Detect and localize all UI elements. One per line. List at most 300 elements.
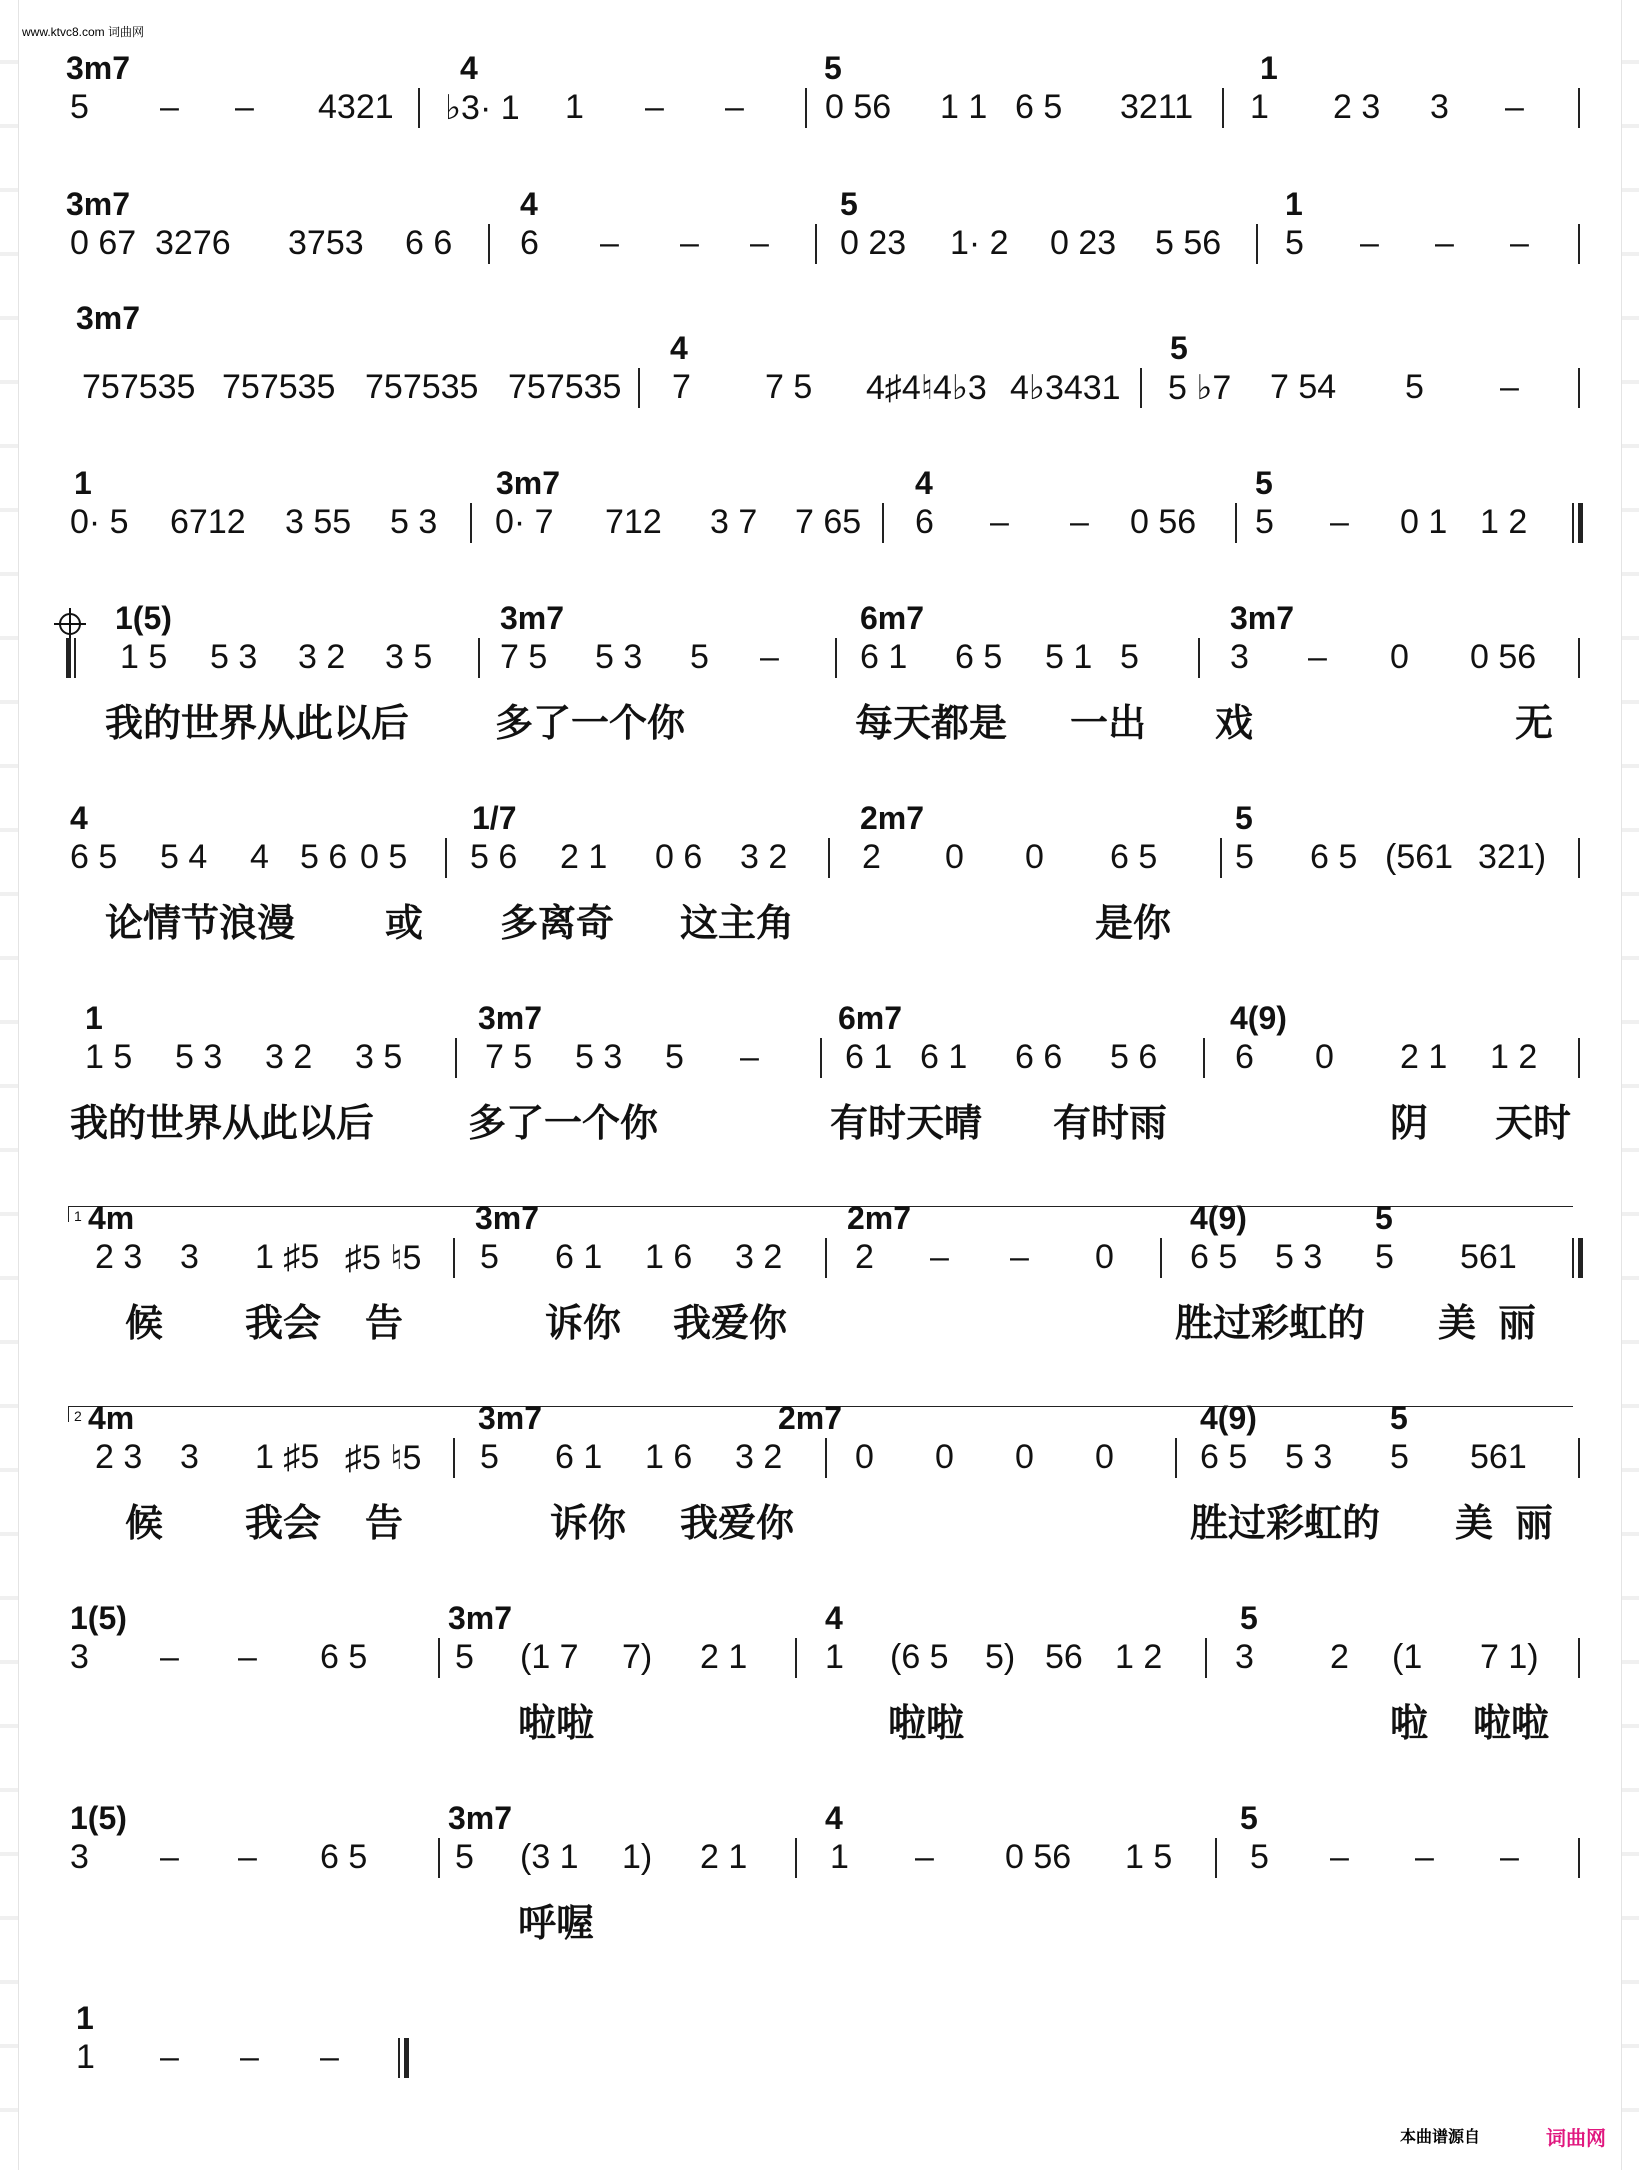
- chord-row: [60, 1000, 1580, 1038]
- note-group: 0 23: [1050, 224, 1117, 262]
- note-group: 2 3: [95, 1238, 143, 1276]
- bar-line: [478, 638, 480, 678]
- note-group: –: [1070, 503, 1089, 541]
- note-group: 1): [622, 1838, 653, 1876]
- note-group: 3 55: [285, 503, 352, 541]
- note-group: 5: [1250, 1838, 1269, 1876]
- note-group: 0 67: [70, 224, 137, 262]
- bar-line: [795, 1838, 797, 1878]
- lyric-text: 诉你: [550, 1503, 627, 1545]
- chord-label: 6m7: [860, 600, 925, 636]
- note-group: –: [760, 638, 779, 676]
- notation-row: [60, 1038, 1580, 1092]
- note-group: 1 2: [1480, 503, 1528, 541]
- note-group: (561: [1385, 838, 1454, 876]
- left-watermark-strip: [0, 0, 19, 2170]
- lyrics-row: [60, 1892, 1580, 1945]
- bar-line: [1578, 1638, 1580, 1678]
- note-group: –: [680, 224, 699, 262]
- note-group: ♭3· 1: [445, 89, 520, 127]
- note-group: 0 1: [1400, 503, 1448, 541]
- bar-line: [66, 638, 71, 678]
- note-group: 4321: [318, 88, 394, 126]
- note-group: 6: [915, 503, 934, 541]
- lyrics-row: [60, 1692, 1580, 1745]
- bar-line: [455, 1038, 457, 1078]
- lyrics-row: [60, 1492, 1580, 1545]
- note-group: 7 5: [765, 368, 813, 406]
- note-group: 5: [480, 1438, 499, 1476]
- note-group: 1 6: [645, 1438, 693, 1476]
- lyric-text: 啦啦: [888, 1703, 965, 1745]
- note-group: 6 1: [845, 1038, 893, 1076]
- note-group: 5: [1235, 838, 1254, 876]
- bar-line: [1175, 1438, 1177, 1478]
- footer-site-logo[interactable]: 词曲网: [1546, 2128, 1606, 2150]
- note-group: –: [1500, 1838, 1519, 1876]
- lyric-text: 候: [125, 1303, 164, 1345]
- note-group: 3 2: [735, 1238, 783, 1276]
- bar-line: [1578, 503, 1583, 543]
- note-group: 0 56: [1470, 638, 1537, 676]
- note-group: 5: [1285, 224, 1304, 262]
- lyrics-row: [60, 692, 1580, 745]
- bar-line: [1578, 88, 1580, 128]
- chord-label: 1(5): [115, 600, 172, 636]
- note-group: 5 3: [1275, 1238, 1323, 1276]
- lyric-text: 这主角: [680, 903, 795, 945]
- note-group: 1 1: [940, 88, 988, 126]
- note-group: 6 5: [320, 1838, 368, 1876]
- lyric-text: 啦: [1390, 1703, 1429, 1745]
- chord-label: 1: [76, 2000, 94, 2036]
- notation-row: [60, 1838, 1580, 1892]
- note-group: 6 5: [70, 838, 118, 876]
- lyric-text: 阴: [1390, 1103, 1429, 1145]
- chord-label: 4: [460, 50, 478, 86]
- bar-line: [1235, 503, 1237, 543]
- chord-label: 1: [85, 1000, 103, 1036]
- note-group: –: [1330, 503, 1349, 541]
- chord-label: 3m7: [76, 300, 141, 336]
- note-group: –: [990, 503, 1009, 541]
- note-group: 6: [1235, 1038, 1254, 1076]
- volta-1-number: 1: [74, 1208, 82, 1224]
- chord-label: 5: [824, 50, 842, 86]
- note-group: –: [1330, 1838, 1349, 1876]
- note-group: 6712: [170, 503, 246, 541]
- bar-line: [1222, 88, 1224, 128]
- chord-label: 1: [1260, 50, 1278, 86]
- lyric-text: 或: [385, 903, 424, 945]
- note-group: –: [160, 1838, 179, 1876]
- notation-row: [60, 224, 1580, 278]
- note-group: 1 ♯5: [255, 1438, 320, 1476]
- bar-line: [488, 224, 490, 264]
- lyric-text: 我爱你: [673, 1303, 788, 1345]
- lyric-text: 多了一个你: [495, 703, 686, 745]
- note-group: 3 2: [265, 1038, 313, 1076]
- score-line-8: [60, 1200, 1580, 1345]
- note-group: 757535: [508, 368, 622, 406]
- chord-row: [60, 1600, 1580, 1638]
- note-group: 561: [1460, 1238, 1517, 1276]
- score-line-10: [60, 1600, 1580, 1745]
- chord-row: [60, 1200, 1580, 1238]
- lyric-text: 论情节浪漫: [105, 903, 296, 945]
- chord-label: 4: [670, 330, 688, 366]
- chord-label: 4: [70, 800, 88, 836]
- note-group: 5: [455, 1638, 474, 1676]
- lyric-text: 天时: [1495, 1103, 1572, 1145]
- note-group: 5: [1375, 1238, 1394, 1276]
- bar-line: [1578, 638, 1580, 678]
- chord-label: 4(9): [1200, 1400, 1257, 1436]
- note-group: 5 ♭7: [1168, 369, 1232, 407]
- chord-label: 4(9): [1230, 1000, 1287, 1036]
- bar-line: [404, 2038, 409, 2078]
- chord-label: 2m7: [778, 1400, 843, 1436]
- note-group: 6 5: [1110, 838, 1158, 876]
- note-group: 6 5: [320, 1638, 368, 1676]
- note-group: 1: [825, 1638, 844, 1676]
- chord-label: 1/7: [472, 800, 517, 836]
- note-group: –: [240, 2038, 259, 2076]
- note-group: 757535: [365, 368, 479, 406]
- note-group: 757535: [82, 368, 196, 406]
- lyric-text: 多离奇: [500, 903, 615, 945]
- note-group: 0: [935, 1438, 954, 1476]
- note-group: 0: [1025, 838, 1044, 876]
- bar-line: [1203, 1038, 1205, 1078]
- note-group: 0: [855, 1438, 874, 1476]
- notation-row: [60, 503, 1580, 557]
- chord-label: 3m7: [500, 600, 565, 636]
- lyric-text: 有时天晴: [830, 1103, 983, 1145]
- notation-row: [60, 1438, 1580, 1492]
- lyrics-row: [60, 1092, 1580, 1145]
- note-group: 5: [665, 1038, 684, 1076]
- bar-line: [1198, 638, 1200, 678]
- chord-label: 5: [1255, 465, 1273, 501]
- note-group: 2 1: [1400, 1038, 1448, 1076]
- chord-label: 3m7: [478, 1000, 543, 1036]
- note-group: –: [160, 2038, 179, 2076]
- bar-line: [820, 1038, 822, 1078]
- lyrics-row: [60, 892, 1580, 945]
- bar-line: [418, 88, 420, 128]
- note-group: 0· 5: [70, 503, 129, 541]
- chord-label: 4m: [88, 1200, 135, 1236]
- chord-label: 5: [1390, 1400, 1408, 1436]
- score-line-9: [60, 1400, 1580, 1545]
- note-group: 0: [1390, 638, 1409, 676]
- score-line-5: [60, 600, 1580, 745]
- bar-line: [1140, 368, 1142, 408]
- chord-label: 5: [1240, 1600, 1258, 1636]
- note-group: –: [160, 1638, 179, 1676]
- site-header: www.ktvc8.com 词曲网: [22, 25, 145, 39]
- chord-label: 1: [74, 465, 92, 501]
- note-group: 5: [1120, 638, 1139, 676]
- note-group: –: [930, 1238, 949, 1276]
- note-group: 1 ♯5: [255, 1238, 320, 1276]
- note-group: 6 5: [1200, 1438, 1248, 1476]
- note-group: 3 7: [710, 503, 758, 541]
- notation-row: [60, 88, 1580, 142]
- chord-label: 3m7: [496, 465, 561, 501]
- bar-line: [1578, 1038, 1580, 1078]
- note-group: 5 3: [1285, 1438, 1333, 1476]
- note-group: 0 23: [840, 224, 907, 262]
- bar-line: [1572, 1238, 1574, 1278]
- note-group: ♯5 ♮5: [345, 1439, 422, 1477]
- note-group: 0: [1315, 1038, 1334, 1076]
- note-group: 3 2: [298, 638, 346, 676]
- note-group: 5: [480, 1238, 499, 1276]
- chord-label: 4: [825, 1800, 843, 1836]
- note-group: –: [1500, 368, 1519, 406]
- lyric-text: 我的世界从此以后: [105, 703, 410, 745]
- note-group: 0 6: [655, 838, 703, 876]
- bar-line: [1578, 368, 1580, 408]
- note-group: 1 5: [1125, 1838, 1173, 1876]
- note-group: 6 5: [1190, 1238, 1238, 1276]
- chord-label: 4: [825, 1600, 843, 1636]
- bar-line: [1256, 224, 1258, 264]
- note-group: 1: [565, 88, 584, 126]
- note-group: 5 3: [175, 1038, 223, 1076]
- note-group: –: [1505, 88, 1524, 126]
- chord-label: 3m7: [475, 1200, 540, 1236]
- note-group: 5: [690, 638, 709, 676]
- note-group: 0: [1095, 1438, 1114, 1476]
- chord-label: 1(5): [70, 1800, 127, 1836]
- note-group: 6 5: [1310, 838, 1358, 876]
- lyric-text: 我会: [245, 1503, 322, 1545]
- note-group: 757535: [222, 368, 336, 406]
- note-group: 3 5: [385, 638, 433, 676]
- chord-label: 3m7: [448, 1600, 513, 1636]
- note-group: 3: [1230, 638, 1249, 676]
- lyric-text: 我会: [245, 1303, 322, 1345]
- note-group: –: [1510, 224, 1529, 262]
- note-group: –: [238, 1838, 257, 1876]
- chord-row: [60, 1800, 1580, 1838]
- bar-line: [438, 1638, 440, 1678]
- notation-row: [60, 638, 1580, 692]
- note-group: 3: [180, 1238, 199, 1276]
- bar-line: [1220, 838, 1222, 878]
- note-group: –: [1360, 224, 1379, 262]
- bar-line: [445, 838, 447, 878]
- note-group: 7 65: [795, 503, 862, 541]
- note-group: 2: [862, 838, 881, 876]
- chord-label: 3m7: [66, 50, 131, 86]
- lyric-text: 丽: [1515, 1503, 1554, 1545]
- note-group: 3211: [1120, 88, 1194, 126]
- note-group: 2 1: [700, 1638, 748, 1676]
- note-group: 4♭3431: [1010, 369, 1121, 407]
- lyric-text: 是你: [1095, 903, 1172, 945]
- chord-label: 5: [1235, 800, 1253, 836]
- note-group: 7 5: [500, 638, 548, 676]
- bar-line: [1578, 1238, 1583, 1278]
- notation-row: [60, 368, 1580, 422]
- note-group: 3 2: [735, 1438, 783, 1476]
- bar-line: [398, 2038, 400, 2078]
- lyric-text: 候: [125, 1503, 164, 1545]
- bar-line: [453, 1438, 455, 1478]
- note-group: –: [645, 88, 664, 126]
- bar-line: [438, 1838, 440, 1878]
- chord-row: [60, 300, 1580, 366]
- chord-label: 4: [915, 465, 933, 501]
- bar-line: [805, 88, 807, 128]
- chord-label: 5: [1375, 1200, 1393, 1236]
- note-group: 0· 7: [495, 503, 554, 541]
- note-group: 7 54: [1270, 368, 1337, 406]
- chord-label: 1(5): [70, 1600, 127, 1636]
- chord-label: 4(9): [1190, 1200, 1247, 1236]
- chord-label: 3m7: [1230, 600, 1295, 636]
- score-line-12: [60, 2000, 1580, 2092]
- lyric-text: 告: [365, 1303, 404, 1345]
- chord-label: 5: [840, 186, 858, 222]
- bar-line: [470, 503, 472, 543]
- note-group: 0 5: [360, 838, 408, 876]
- note-group: 1: [76, 2038, 95, 2076]
- lyric-text: 告: [365, 1503, 404, 1545]
- note-group: 3 2: [740, 838, 788, 876]
- chord-row: [60, 465, 1580, 503]
- note-group: 5 3: [575, 1038, 623, 1076]
- note-group: 3: [1235, 1638, 1254, 1676]
- note-group: (6 5: [890, 1638, 949, 1676]
- score-line-3: [60, 300, 1580, 422]
- note-group: (1: [1392, 1638, 1423, 1676]
- lyric-text: 我爱你: [680, 1503, 795, 1545]
- note-group: –: [1308, 638, 1327, 676]
- right-watermark-strip: [1621, 0, 1639, 2170]
- bar-line: [825, 1238, 827, 1278]
- notation-row: [60, 1238, 1580, 1292]
- bar-line: [1215, 1838, 1217, 1878]
- note-group: 7): [622, 1638, 653, 1676]
- score-line-11: [60, 1800, 1580, 1945]
- lyric-text: 一出: [1070, 703, 1147, 745]
- bar-line: [835, 638, 837, 678]
- note-group: 2 3: [95, 1438, 143, 1476]
- lyric-text: 啦啦: [518, 1703, 595, 1745]
- bar-line: [1578, 224, 1580, 264]
- notation-row: [60, 838, 1580, 892]
- chord-row: [60, 600, 1580, 638]
- note-group: 1 5: [120, 638, 168, 676]
- bar-line: [795, 1638, 797, 1678]
- bar-line: [638, 368, 640, 408]
- note-group: –: [725, 88, 744, 126]
- lyric-text: 戏: [1215, 703, 1254, 745]
- bar-line: [882, 503, 884, 543]
- note-group: 1 6: [645, 1238, 693, 1276]
- note-group: 3753: [288, 224, 364, 262]
- chord-label: 5: [1240, 1800, 1258, 1836]
- lyric-text: 有时雨: [1053, 1103, 1168, 1145]
- chord-label: 6m7: [838, 1000, 903, 1036]
- note-group: –: [160, 88, 179, 126]
- note-group: 5 6: [470, 838, 518, 876]
- note-group: 321): [1478, 838, 1547, 876]
- chord-row: [60, 50, 1580, 88]
- chord-row: [60, 186, 1580, 224]
- note-group: –: [600, 224, 619, 262]
- chord-row: [60, 800, 1580, 838]
- chord-row: [60, 2000, 1580, 2038]
- note-group: 0: [1095, 1238, 1114, 1276]
- note-group: 1 2: [1115, 1638, 1163, 1676]
- note-group: 5: [70, 88, 89, 126]
- note-group: 7 1): [1480, 1638, 1539, 1676]
- note-group: 5 6: [1110, 1038, 1158, 1076]
- notation-row: [60, 1638, 1580, 1692]
- notation-row: [60, 2038, 1580, 2092]
- bar-line: [1578, 1438, 1580, 1478]
- note-group: 4: [250, 838, 269, 876]
- lyric-text: 呼喔: [518, 1903, 595, 1945]
- lyrics-row: [60, 1292, 1580, 1345]
- note-group: 2: [1330, 1638, 1349, 1676]
- note-group: 2 1: [560, 838, 608, 876]
- note-group: 5 3: [595, 638, 643, 676]
- bar-line: [1578, 1838, 1580, 1878]
- bar-line: [1205, 1638, 1207, 1678]
- note-group: ♯5 ♮5: [345, 1239, 422, 1277]
- note-group: 1 2: [1490, 1038, 1538, 1076]
- note-group: 0 56: [1005, 1838, 1072, 1876]
- note-group: 5: [1405, 368, 1424, 406]
- bar-line: [74, 638, 76, 678]
- note-group: 3: [1430, 88, 1449, 126]
- lyric-text: 美: [1438, 1303, 1477, 1345]
- note-group: 7 5: [485, 1038, 533, 1076]
- footer-source-text: 本曲谱源自: [1400, 2129, 1481, 2146]
- lyric-text: 诉你: [545, 1303, 622, 1345]
- note-group: 3: [70, 1838, 89, 1876]
- note-group: 561: [1470, 1438, 1527, 1476]
- lyric-text: 每天都是: [855, 703, 1008, 745]
- note-group: 56: [1045, 1638, 1083, 1676]
- chord-label: 3m7: [478, 1400, 543, 1436]
- lyric-text: 美: [1455, 1503, 1494, 1545]
- note-group: 5 3: [210, 638, 258, 676]
- note-group: 0: [945, 838, 964, 876]
- note-group: 4♯4♮4♭3: [866, 369, 987, 407]
- note-group: 6 1: [860, 638, 908, 676]
- chord-label: 3m7: [66, 186, 131, 222]
- note-group: 5 1: [1045, 638, 1093, 676]
- note-group: 5: [455, 1838, 474, 1876]
- note-group: –: [740, 1038, 759, 1076]
- volta-2-number: 2: [74, 1408, 82, 1424]
- note-group: –: [915, 1838, 934, 1876]
- lyric-text: 多了一个你: [468, 1103, 659, 1145]
- bar-line: [815, 224, 817, 264]
- note-group: (1 7: [520, 1638, 579, 1676]
- note-group: 1 5: [85, 1038, 133, 1076]
- note-group: 3: [70, 1638, 89, 1676]
- note-group: 712: [605, 503, 662, 541]
